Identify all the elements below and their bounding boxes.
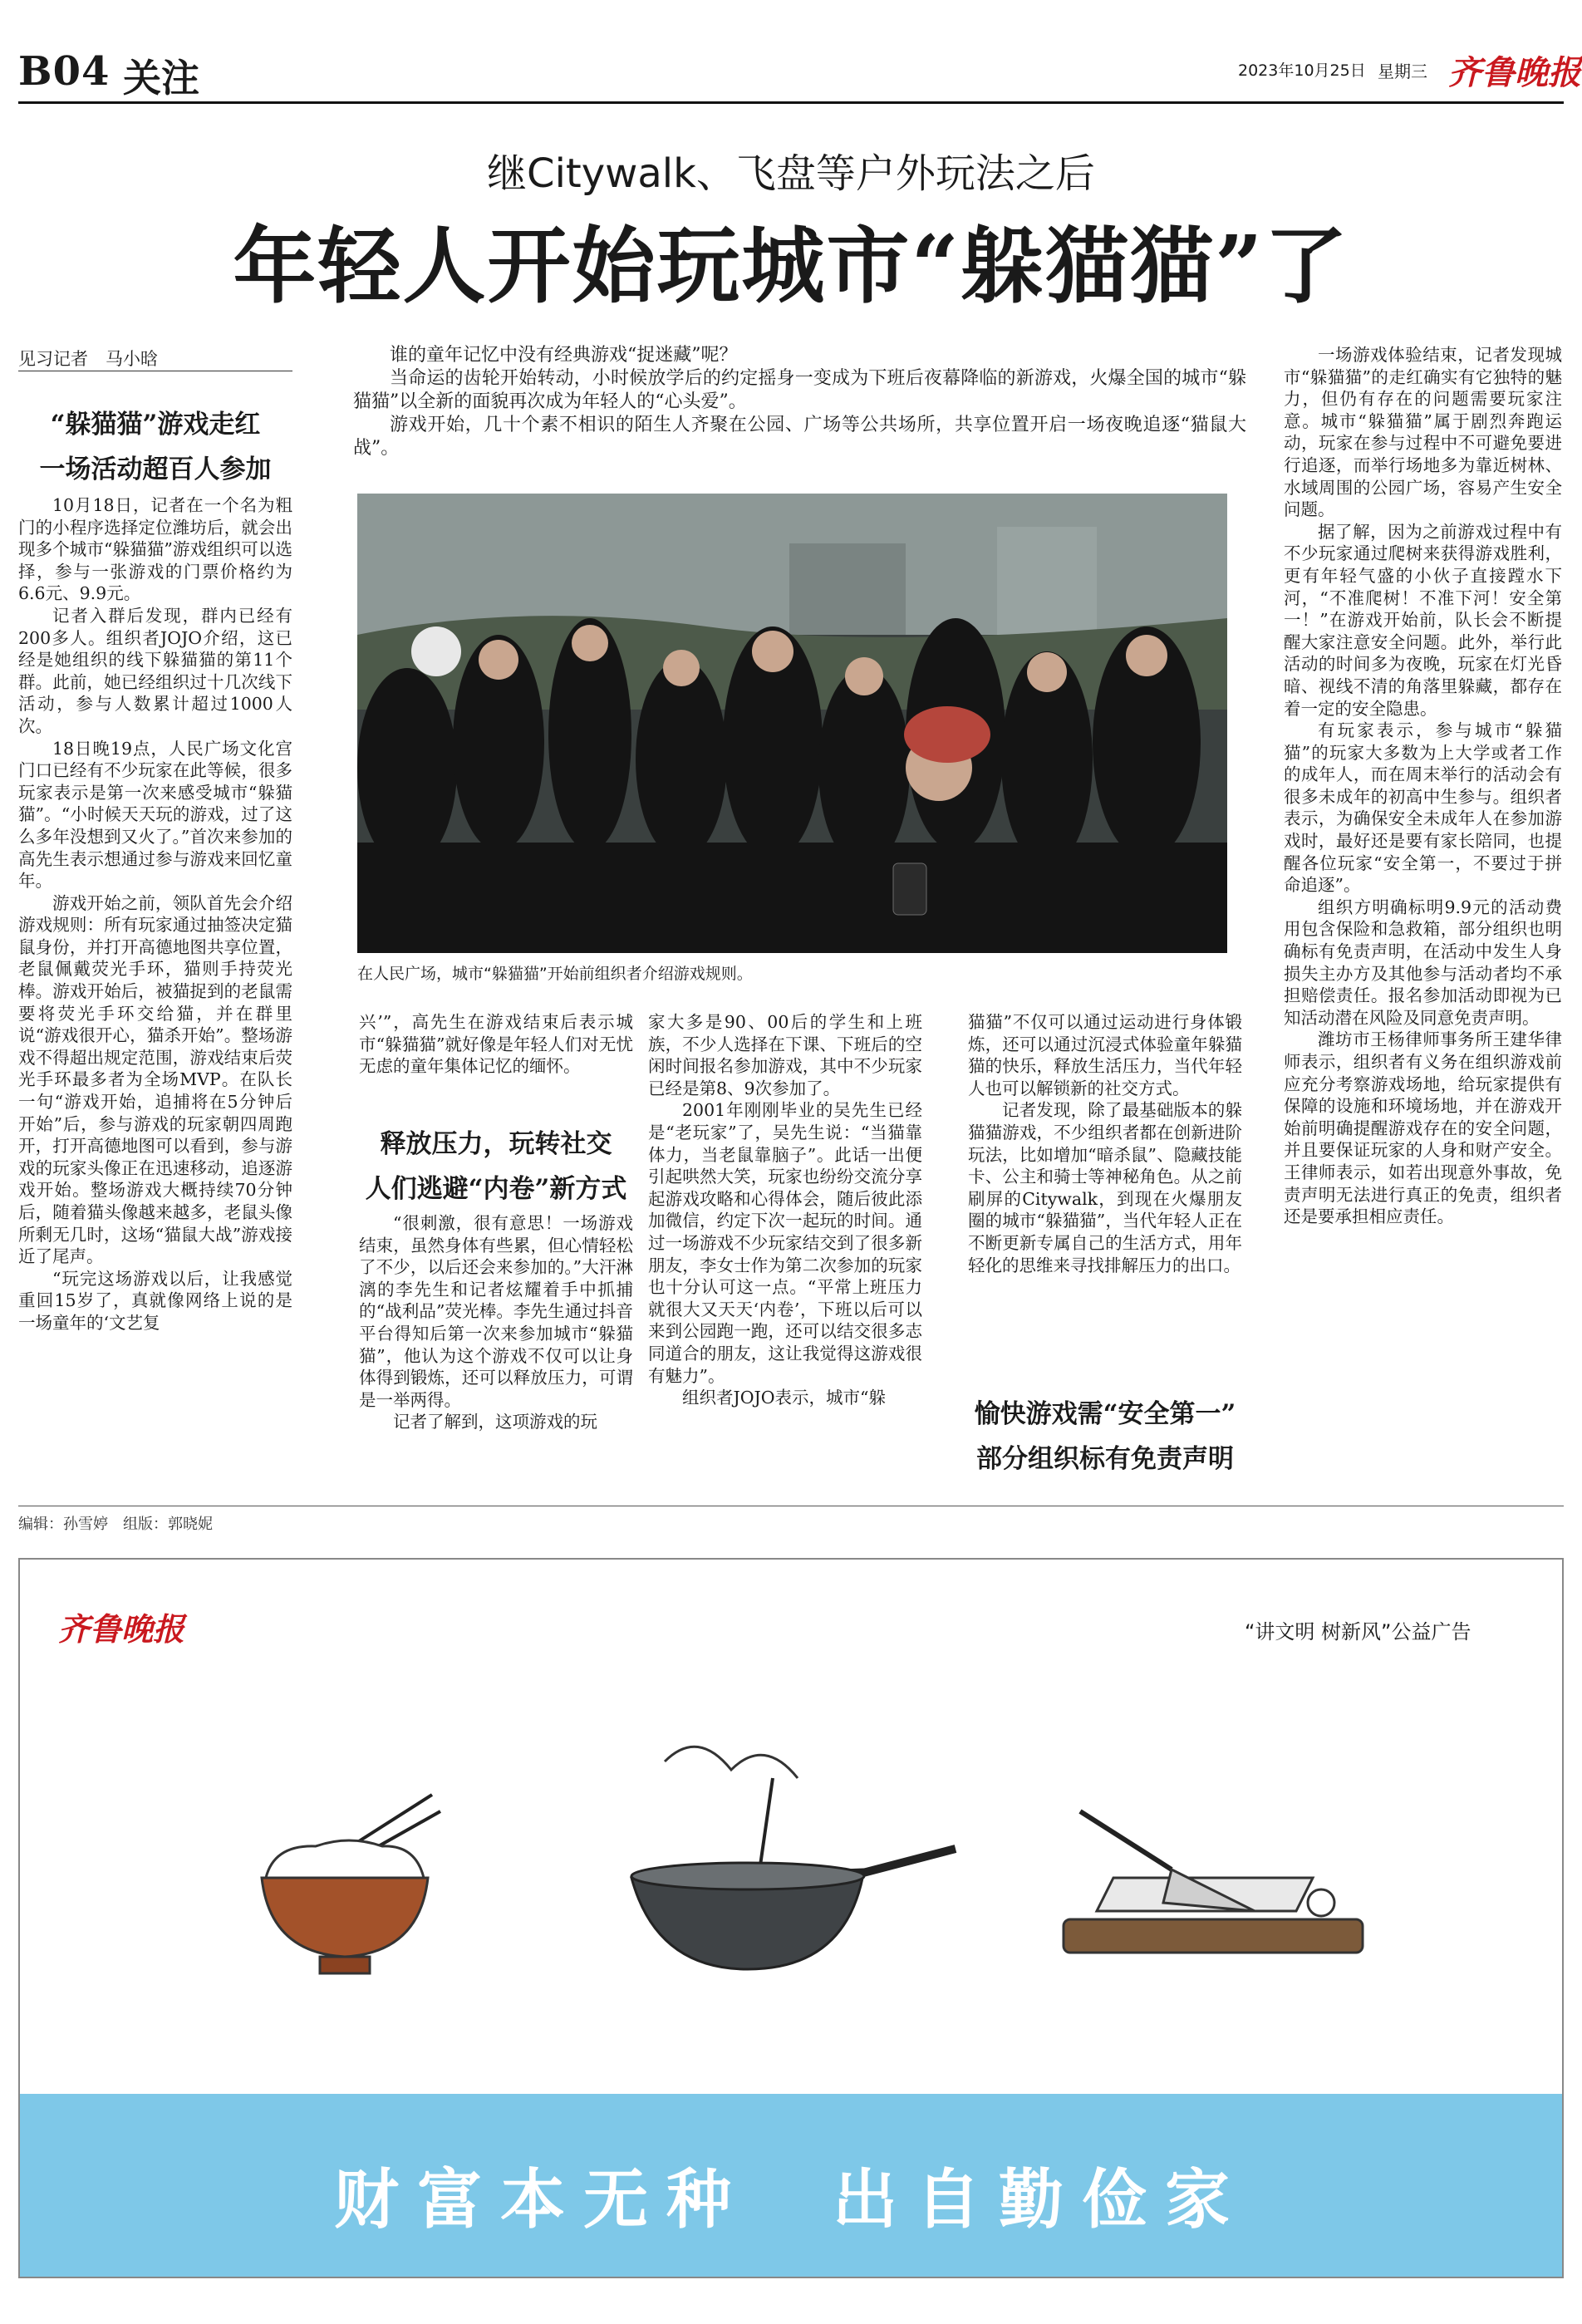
lead-paragraph: 当命运的齿轮开始转动，小时候放学后的约定摇身一变成为下班后夜幕降临的新游戏，火爆全国的城市“躲猫猫”以全新的面貌再次成为年轻人的“心头爱”。: [353, 368, 1246, 412]
byline: 见习记者 马小晗: [18, 349, 158, 369]
body-paragraph: 组织方明确标明9.9元的活动费用包含保险和急救箱，部分组织也明确标有免责声明，在活动中发生人身损失主办方及其他参与活动者均不承担赔偿责任。报名参加活动即视为已知活动潜在风险及同意免责声明。: [1284, 897, 1562, 1028]
subhead-1-line2: 一场活动超百人参加: [39, 454, 272, 484]
column-5: [1284, 344, 1562, 1228]
article-lead: [353, 344, 1246, 460]
body-paragraph: 组织者JOJO表示，城市“躲: [682, 1388, 887, 1408]
body-paragraph: 据了解，因为之前游戏过程中有不少玩家通过爬树来获得游戏胜利，更有年轻气盛的小伙子直接蹚水下河，“不准爬树！不准下河！安全第一！”在游戏开始前，队长会不断提醒大家注意安全问题。此外，举行此活动的时间多为夜晚，玩家在灯光昏暗、视线不清的角落里躲藏，都存在着一定的安全隐患。: [1284, 521, 1562, 719]
wok-icon: [615, 1728, 964, 1994]
headline-title: 年轻人开始玩城市“躲猫猫”了: [233, 217, 1349, 315]
body-paragraph: 10月18日，记者在一个名为粗门的小程序选择定位潍坊后，就会出现多个城市“躲猫猫”游戏组织可以选择，参与一张游戏的门票价格约为6.6元、9.9元。: [18, 495, 292, 604]
crowd-photo-illustration: [357, 494, 1227, 953]
page-number: B04: [18, 48, 111, 95]
subhead-2: [359, 1122, 633, 1211]
column-4: [968, 1011, 1242, 1276]
body-paragraph: 2001年刚刚毕业的吴先生已经是“老玩家”了，吴先生说：“当猫靠体力，当老鼠靠脑子”。此话一出便引起哄然大笑，玩家也纷纷交流分享起游戏攻略和心得体会，随后彼此添加微信，约定下次一起玩的时间。通过一场游戏不少玩家结交到了很多新朋友，李女士作为第二次参加的玩家也十分认可这一点。“平常上班压力就很大又天天‘内卷’，下班以后可以来到公园跑一跑，还可以结交很多志同道合的朋友，这让我觉得这游戏很有魅力”。: [648, 1100, 922, 1386]
ad-logo: 齐鲁晚报: [58, 1610, 185, 1648]
section-label: 关注: [123, 56, 199, 101]
masthead-logo: 齐鲁晚报: [1448, 53, 1581, 92]
body-paragraph: 记者入群后发现，群内已经有200多人。组织者JOJO介绍，这已经是她组织的线下躲猫猫的第11个群。此前，她已经组织过十几次线下活动，参与人数累计超过1000人次。: [18, 605, 292, 736]
subhead-3: [968, 1392, 1242, 1481]
body-paragraph: 潍坊市王杨律师事务所王建华律师表示，组织者有义务在组织游戏前应充分考察游戏场地，给玩家提供有保障的设施和环境场地，并在游戏开始前明确提醒游戏存在的安全问题，并且要保证玩家的人身和财产安全。王律师表示，如若出现意外事故，免责声明无法进行真正的免责，组织者还是要承担相应责任。: [1284, 1029, 1562, 1227]
issue-weekday: 星期三: [1378, 61, 1427, 81]
ad-slogan: “讲文明 树新风”公益广告: [1245, 1620, 1471, 1644]
news-photo: [357, 494, 1227, 953]
issue-date: 2023年10月25日: [1238, 61, 1366, 80]
subhead-2-line1: 释放压力，玩转社交: [380, 1129, 612, 1159]
subhead-2-line2: 人们逃避“内卷”新方式: [365, 1174, 627, 1204]
subhead-1-line1: “躲猫猫”游戏走红: [50, 410, 261, 440]
lead-paragraph: 游戏开始，几十个素不相识的陌生人齐聚在公园、广场等公共场所，共享位置开启一场夜晚追逐“猫鼠大战”。: [353, 415, 1246, 459]
body-paragraph: 一场游戏体验结束，记者发现城市“躲猫猫”的走红确实有它独特的魅力，但仍有存在的问题需要玩家注意。城市“躲猫猫”属于剧烈奔跑运动，玩家在参与过程中不可避免要进行追逐，而举行场地多为靠近树林、水域周围的公园广场，容易产生安全问题。: [1284, 345, 1562, 520]
body-paragraph: 游戏开始之前，领队首先会介绍游戏规则：所有玩家通过抽签决定猫鼠身份，并打开高德地图共享位置，老鼠佩戴荧光手环，猫则手持荧光棒。游戏开始后，被猫捉到的老鼠需要将荧光手环交给猫，并在群里说“游戏很开心，猫杀开始”。整场游戏不得超出规定范围，游戏结束后荧光手环最多者为全场MVP。在队长一句“游戏开始，追捕将在5分钟后开始”后，参与游戏的玩家朝四周跑开，打开高德地图可以看到，参与游戏的玩家头像正在迅速移动，追逐游戏开始。整场游戏大概持续70分钟后，随着猫头像越来越多，老鼠头像所剩无几时，这场“猫鼠大战”游戏接近了尾声。: [18, 892, 292, 1267]
body-paragraph: “玩完这场游戏以后，让我感觉重回15岁了，真就像网络上说的是一场童年的‘文艺复: [18, 1268, 292, 1333]
column-2: [359, 1011, 633, 1078]
body-paragraph: 18日晚19点，人民广场文化宫门口已经有不少玩家在此等候，很多玩家表示是第一次来感受城市“躲猫猫”。“小时候天天玩的游戏，过了这么多年没想到又火了。”首次来参加的高先生表示想通过参与游戏来回忆童年。: [18, 738, 292, 892]
column-2-cont: [359, 1212, 633, 1433]
cutting-board-icon: [1047, 1786, 1379, 1994]
ad-motto: 财富本无种 出自勤俭家: [333, 2162, 1248, 2238]
subhead-1: [18, 402, 292, 492]
body-paragraph: 记者了解到，这项游戏的玩: [393, 1412, 597, 1432]
photo-caption: 在人民广场，城市“躲猫猫”开始前组织者介绍游戏规则。: [357, 965, 753, 983]
editor-credits: 编辑：孙雪婷 组版：郭晓妮: [18, 1516, 213, 1533]
body-paragraph: 记者发现，除了最基础版本的躲猫猫游戏，不少组织者都在创新进阶玩法，比如增加“暗杀鼠”、隐藏技能卡、公主和骑士等神秘角色。从之前刷屏的Citywalk，到现在火爆朋友圈的城市“躲猫猫”，当代年轻人正在不断更新专属自己的生活方式，用年轻化的思维来寻找排解压力的出口。: [968, 1100, 1242, 1275]
subhead-3-line1: 愉快游戏需“安全第一”: [974, 1399, 1236, 1429]
body-paragraph: “很刺激，很有意思！一场游戏结束，虽然身体有些累，但心情轻松了不少，以后还会来参加的。”大汗淋漓的李先生和记者炫耀着手中抓捕的“战利品”荧光棒。李先生通过抖音平台得知后第一次来参加城市“躲猫猫”，他认为这个游戏不仅可以让身体得到锻炼，还可以释放压力，可谓是一举两得。: [359, 1213, 633, 1410]
body-paragraph: 猫猫”不仅可以通过运动进行身体锻炼，还可以通过沉浸式体验童年躲猫猫的快乐，释放生活压力，当代年轻人也可以解锁新的社交方式。: [968, 1012, 1242, 1098]
body-paragraph: 家大多是90、00后的学生和上班族，不少人选择在下课、下班后的空闲时间报名参加游戏，其中不少玩家已经是第8、9次参加了。: [648, 1012, 922, 1098]
lead-paragraph: 谁的童年记忆中没有经典游戏“捉迷藏”呢？: [390, 345, 738, 366]
body-paragraph: 兴’”，高先生在游戏结束后表示城市“躲猫猫”就好像是年轻人们对无忧无虑的童年集体记忆的缅怀。: [359, 1012, 633, 1077]
header-rule: [18, 101, 1564, 104]
column-1: [18, 494, 292, 1334]
body-paragraph: 有玩家表示，参与城市“躲猫猫”的玩家大多数为上大学或者工作的成年人，而在周末举行的活动会有很多未成年的初高中生参与。组织者表示，为确保安全未成年人在参加游戏时，最好还是要有家长陪同，也提醒各位玩家“安全第一，不要过于拼命追逐”。: [1284, 720, 1562, 896]
subhead-3-line2: 部分组织标有免责声明: [976, 1444, 1234, 1474]
headline-kicker: 继Citywalk、飞盘等户外玩法之后: [487, 150, 1095, 197]
rice-bowl-icon: [241, 1786, 457, 2002]
column-3: [648, 1011, 922, 1409]
